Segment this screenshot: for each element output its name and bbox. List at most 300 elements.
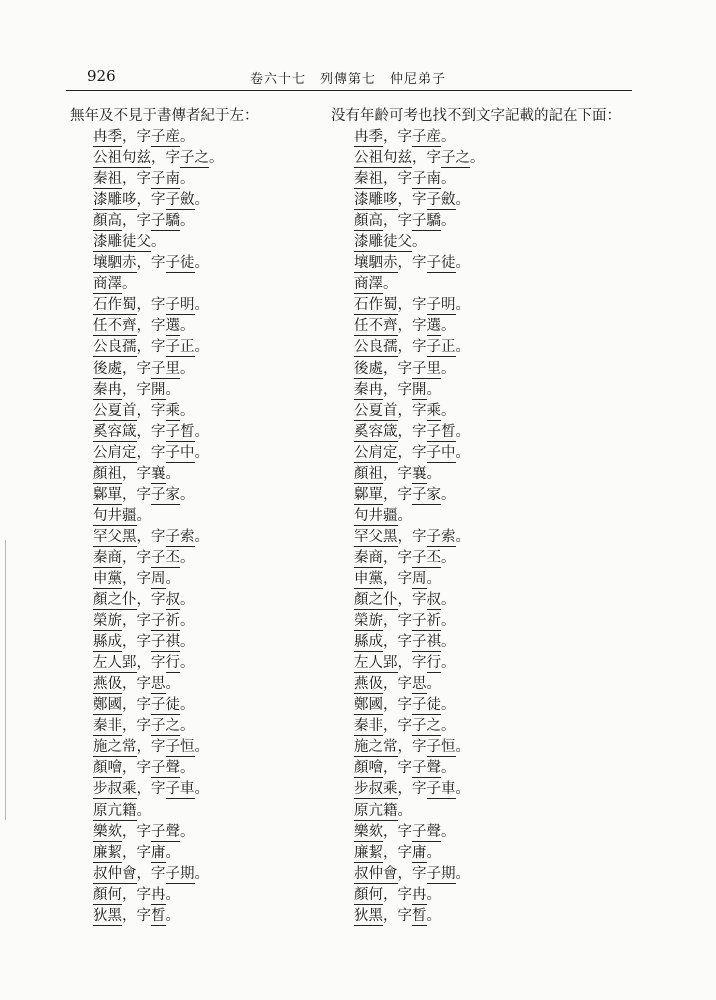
separator: ， [397,255,412,272]
disciple-name: 施之常 [93,739,137,756]
list-item [70,127,259,148]
courtesy-prefix: 字 [151,318,166,335]
separator: ， [122,907,137,924]
full-stop: 。 [455,444,470,461]
separator: ， [122,718,137,735]
list-item [70,548,259,569]
separator: ， [383,907,398,924]
full-stop: 。 [397,507,412,524]
courtesy-prefix: 字 [136,570,151,587]
separator: ， [122,760,137,777]
courtesy-name: 冉 [151,886,166,903]
courtesy-name: 子之 [151,718,180,735]
courtesy-name: 子産 [412,129,441,145]
list-item [331,127,621,148]
disciple-name: 奚容箴 [93,423,137,440]
courtesy-name: 子期 [165,865,195,882]
full-stop: 。 [426,570,441,587]
full-stop: 。 [441,760,456,777]
courtesy-prefix: 字 [136,549,151,566]
disciple-name: 顏高 [354,213,383,230]
courtesy-prefix: 字 [136,465,151,482]
courtesy-name: 冉 [412,886,427,903]
courtesy-name: 子徒 [412,697,441,714]
courtesy-name: 周 [412,570,427,587]
full-stop: 。 [455,781,470,798]
full-stop: 。 [180,486,195,503]
list-item [70,695,259,716]
full-stop: 。 [194,528,209,545]
disciple-name: 公夏首 [354,402,398,419]
disciple-name: 顏祖 [93,465,122,482]
full-stop: 。 [426,465,441,482]
separator: ， [136,444,151,461]
list-item [331,548,621,569]
list-item [331,274,621,295]
disciple-name: 漆雕哆 [354,192,398,209]
courtesy-name: 子徒 [426,255,456,272]
list-item [331,443,621,464]
list-item [331,485,621,506]
separator: ， [383,886,398,903]
courtesy-name: 子丕 [412,549,441,566]
courtesy-name: 行 [165,655,180,672]
courtesy-prefix: 字 [397,129,412,145]
list-item [70,380,259,401]
courtesy-name: 子中 [165,444,195,461]
disciple-name: 秦冉 [354,381,383,398]
separator: ， [136,528,151,545]
disciple-name: 漆雕徒父 [354,234,412,251]
list-item [70,253,259,274]
courtesy-prefix: 字 [151,444,166,461]
separator: ， [122,171,137,188]
disciple-name: 樂欬 [93,823,122,840]
separator: ， [397,865,412,882]
separator: ， [383,823,398,840]
disciple-name: 左人郢 [354,655,398,672]
disciple-name: 鄡單 [354,486,383,503]
separator: ， [136,781,151,798]
list-item [70,464,259,485]
full-stop: 。 [441,318,456,335]
courtesy-prefix: 字 [151,528,166,545]
list-item [331,737,621,758]
courtesy-name: 子索 [165,528,195,545]
courtesy-prefix: 字 [136,676,151,693]
list-item [70,843,259,864]
disciple-name: 原亢籍 [93,802,137,819]
separator: ， [122,823,137,840]
courtesy-prefix: 字 [136,823,151,840]
separator: ， [383,844,398,861]
disciple-name: 樂欬 [354,823,383,840]
full-stop: 。 [455,739,470,756]
list-item [331,906,621,927]
list-item [331,674,621,695]
disciple-name: 燕伋 [354,676,383,693]
separator: ， [383,549,398,566]
courtesy-prefix: 字 [397,613,412,630]
full-stop: 。 [441,360,456,377]
courtesy-prefix: 字 [151,739,166,756]
disciple-name: 秦祖 [93,171,122,188]
disciple-name: 冉季 [354,129,383,145]
disciple-name: 後處 [354,360,383,377]
list-item [70,801,259,822]
courtesy-prefix: 字 [151,655,166,672]
courtesy-name: 子丕 [151,549,180,566]
courtesy-name: 子之 [441,150,470,167]
separator: ， [397,423,412,440]
courtesy-prefix: 字 [397,697,412,714]
list-item [331,527,621,548]
disciple-name: 顏之仆 [354,592,398,609]
list-item [331,190,621,211]
separator: ， [397,339,412,356]
list-item [331,632,621,653]
separator: ， [397,444,412,461]
disciple-name: 狄黑 [93,907,122,924]
disciple-name: 顏祖 [354,465,383,482]
separator: ， [383,570,398,587]
separator: ， [136,423,151,440]
full-stop: 。 [441,718,456,735]
full-stop: 。 [180,697,195,714]
disciple-name: 秦非 [93,718,122,735]
courtesy-name: 子之 [180,150,209,167]
page-number: 926 [87,67,116,85]
courtesy-name: 子里 [412,360,441,377]
separator: ， [383,465,398,482]
full-stop: 。 [180,823,195,840]
courtesy-name: 行 [426,655,441,672]
full-stop: 。 [180,213,195,230]
full-stop: 。 [180,613,195,630]
running-head: 卷六十七 列傳第七 仲尼弟子 [250,72,447,87]
disciple-name: 顏何 [354,886,383,903]
list-item [331,885,621,906]
classical-text-column [70,105,259,927]
courtesy-prefix: 字 [412,339,427,356]
list-item [70,443,259,464]
courtesy-name: 子索 [426,528,456,545]
courtesy-prefix: 字 [412,423,427,440]
full-stop: 。 [136,507,151,524]
separator: ， [397,297,412,314]
list-item [331,822,621,843]
separator: ， [122,676,137,693]
courtesy-prefix: 字 [136,213,151,230]
list-item [331,295,621,316]
courtesy-name: 子晳 [426,423,456,440]
full-stop: 。 [165,907,180,924]
courtesy-name: 選 [426,318,441,335]
full-stop: 。 [180,171,195,188]
list-item [70,232,259,253]
full-stop: 。 [122,276,137,293]
courtesy-name: 子南 [412,171,441,188]
courtesy-name: 乘 [165,402,180,419]
courtesy-prefix: 字 [136,360,151,377]
full-stop: 。 [441,171,456,188]
courtesy-name: 子之 [412,718,441,735]
full-stop: 。 [441,823,456,840]
courtesy-prefix: 字 [397,886,412,903]
list-item [70,737,259,758]
list-item [331,779,621,800]
separator: ， [122,697,137,714]
disciple-name: 任不齊 [354,318,398,335]
full-stop: 。 [194,255,209,272]
list-item [70,864,259,885]
full-stop: 。 [194,423,209,440]
disciple-name: 縣成 [354,634,383,651]
disciple-name: 步叔乘 [354,781,398,798]
disciple-name: 罕父黑 [354,528,398,545]
disciple-name: 句井疆 [354,507,398,524]
full-stop: 。 [455,339,470,356]
courtesy-prefix: 字 [397,465,412,482]
disciple-name: 後處 [93,360,122,377]
courtesy-prefix: 字 [397,823,412,840]
full-stop: 。 [194,192,209,209]
disciple-name: 施之常 [354,739,398,756]
courtesy-prefix: 字 [151,865,166,882]
courtesy-name: 周 [151,570,166,587]
courtesy-name: 子斂 [426,192,456,209]
disciple-name: 廉絜 [93,844,122,861]
full-stop: 。 [455,297,470,314]
full-stop: 。 [455,192,470,209]
courtesy-prefix: 字 [136,171,151,188]
list-item [331,506,621,527]
disciple-name: 廉絜 [354,844,383,861]
separator: ， [122,613,137,630]
disciple-name: 狄黑 [354,907,383,924]
courtesy-prefix: 字 [412,192,427,209]
courtesy-prefix: 字 [136,486,151,503]
list-item [70,401,259,422]
disciple-name: 步叔乘 [93,781,137,798]
courtesy-prefix: 字 [412,255,427,272]
separator: ， [383,718,398,735]
courtesy-name: 子車 [165,781,195,798]
separator: ， [136,255,151,272]
list-item [331,337,621,358]
disciple-name: 句井疆 [93,507,137,524]
separator: ， [383,634,398,651]
separator: ， [136,297,151,314]
list-item [331,864,621,885]
list-item [70,569,259,590]
full-stop: 。 [426,381,441,398]
separator: ， [397,402,412,419]
disciple-name: 鄭國 [93,697,122,714]
full-stop: 。 [441,129,456,145]
full-stop: 。 [426,907,441,924]
disciple-name: 公肩定 [354,444,398,461]
separator: ， [383,760,398,777]
list-item [331,401,621,422]
courtesy-name: 子家 [151,486,180,503]
separator: ， [122,886,137,903]
disciple-name: 壤駟赤 [93,255,137,272]
list-item [331,843,621,864]
disciple-name: 公祖句兹 [354,150,412,167]
list-item [70,295,259,316]
list-item [331,590,621,611]
column-heading: 没有年齡可考也找不到文字記載的記在下面： [331,108,621,124]
full-stop: 。 [165,570,180,587]
disciple-name: 公夏首 [93,402,137,419]
list-item [70,632,259,653]
courtesy-prefix: 字 [151,592,166,609]
courtesy-prefix: 字 [136,634,151,651]
courtesy-name: 子恒 [426,739,456,756]
list-item [331,653,621,674]
full-stop: 。 [180,718,195,735]
courtesy-prefix: 字 [412,318,427,335]
list-item [331,464,621,485]
courtesy-name: 開 [151,381,166,398]
courtesy-name: 子徒 [165,255,195,272]
courtesy-name: 思 [412,676,427,693]
list-item [70,422,259,443]
disciple-name: 燕伋 [93,676,122,693]
disciple-list [331,127,621,927]
courtesy-prefix: 字 [397,676,412,693]
list-item [70,611,259,632]
column-heading: 無年及不見于書傳者紀于左： [70,108,259,124]
courtesy-name: 子祈 [412,613,441,630]
disciple-name: 商澤 [93,276,122,293]
courtesy-name: 子驕 [412,213,441,230]
courtesy-name: 乘 [426,402,441,419]
list-item [331,611,621,632]
disciple-name: 商澤 [354,276,383,293]
courtesy-name: 子里 [151,360,180,377]
list-item [70,316,259,337]
courtesy-name: 開 [412,381,427,398]
courtesy-prefix: 字 [136,129,151,145]
full-stop: 。 [194,781,209,798]
disciple-name: 鄭國 [354,697,383,714]
list-item [331,316,621,337]
disciple-name: 任不齊 [93,318,137,335]
list-item [70,653,259,674]
courtesy-prefix: 字 [151,781,166,798]
full-stop: 。 [180,760,195,777]
courtesy-prefix: 字 [136,381,151,398]
list-item [70,758,259,779]
courtesy-name: 子聲 [151,760,180,777]
separator: ， [122,360,137,377]
full-stop: 。 [209,150,224,167]
courtesy-name: 子南 [151,171,180,188]
list-item [331,169,621,190]
full-stop: 。 [441,697,456,714]
full-stop: 。 [194,865,209,882]
separator: ， [383,381,398,398]
courtesy-prefix: 字 [412,528,427,545]
courtesy-name: 子期 [426,865,456,882]
courtesy-name: 子晳 [165,423,195,440]
courtesy-prefix: 字 [397,381,412,398]
full-stop: 。 [136,802,151,819]
courtesy-prefix: 字 [397,907,412,924]
courtesy-prefix: 字 [151,339,166,356]
courtesy-prefix: 字 [397,718,412,735]
disciple-name: 榮旂 [354,613,383,630]
courtesy-prefix: 字 [151,192,166,209]
full-stop: 。 [426,886,441,903]
disciple-name: 叔仲會 [354,865,398,882]
list-item [331,801,621,822]
full-stop: 。 [455,423,470,440]
separator: ， [397,528,412,545]
courtesy-prefix: 字 [151,255,166,272]
courtesy-prefix: 字 [165,150,180,167]
disciple-name: 叔仲會 [93,865,137,882]
courtesy-name: 子正 [426,339,456,356]
disciple-name: 石作蜀 [354,297,398,314]
separator: ， [136,592,151,609]
full-stop: 。 [455,528,470,545]
courtesy-name: 子明 [165,297,195,314]
courtesy-name: 思 [151,676,166,693]
separator: ， [122,570,137,587]
courtesy-name: 子祈 [151,613,180,630]
list-item [70,716,259,737]
full-stop: 。 [180,402,195,419]
full-stop: 。 [426,676,441,693]
disciple-name: 冉季 [93,129,122,145]
disciple-name: 秦非 [354,718,383,735]
separator: ， [383,360,398,377]
disciple-name: 榮旂 [93,613,122,630]
list-item [331,148,621,169]
full-stop: 。 [165,465,180,482]
separator: ， [122,844,137,861]
courtesy-name: 子驕 [151,213,180,230]
courtesy-prefix: 字 [412,592,427,609]
courtesy-prefix: 字 [151,402,166,419]
disciple-list [70,127,259,927]
courtesy-prefix: 字 [136,613,151,630]
separator: ， [122,381,137,398]
courtesy-prefix: 字 [412,444,427,461]
full-stop: 。 [165,676,180,693]
courtesy-prefix: 字 [412,781,427,798]
disciple-name: 顏之仆 [93,592,137,609]
disciple-name: 漆雕徒父 [93,234,151,251]
header-rule [66,90,632,91]
list-item [70,527,259,548]
courtesy-prefix: 字 [426,150,441,167]
separator: ， [412,150,427,167]
full-stop: 。 [455,865,470,882]
courtesy-name: 襄 [412,465,427,482]
separator: ， [122,486,137,503]
courtesy-name: 子祺 [412,634,441,651]
disciple-name: 奚容箴 [354,423,398,440]
separator: ， [122,129,137,145]
courtesy-prefix: 字 [136,697,151,714]
courtesy-prefix: 字 [136,886,151,903]
full-stop: 。 [426,844,441,861]
full-stop: 。 [441,486,456,503]
